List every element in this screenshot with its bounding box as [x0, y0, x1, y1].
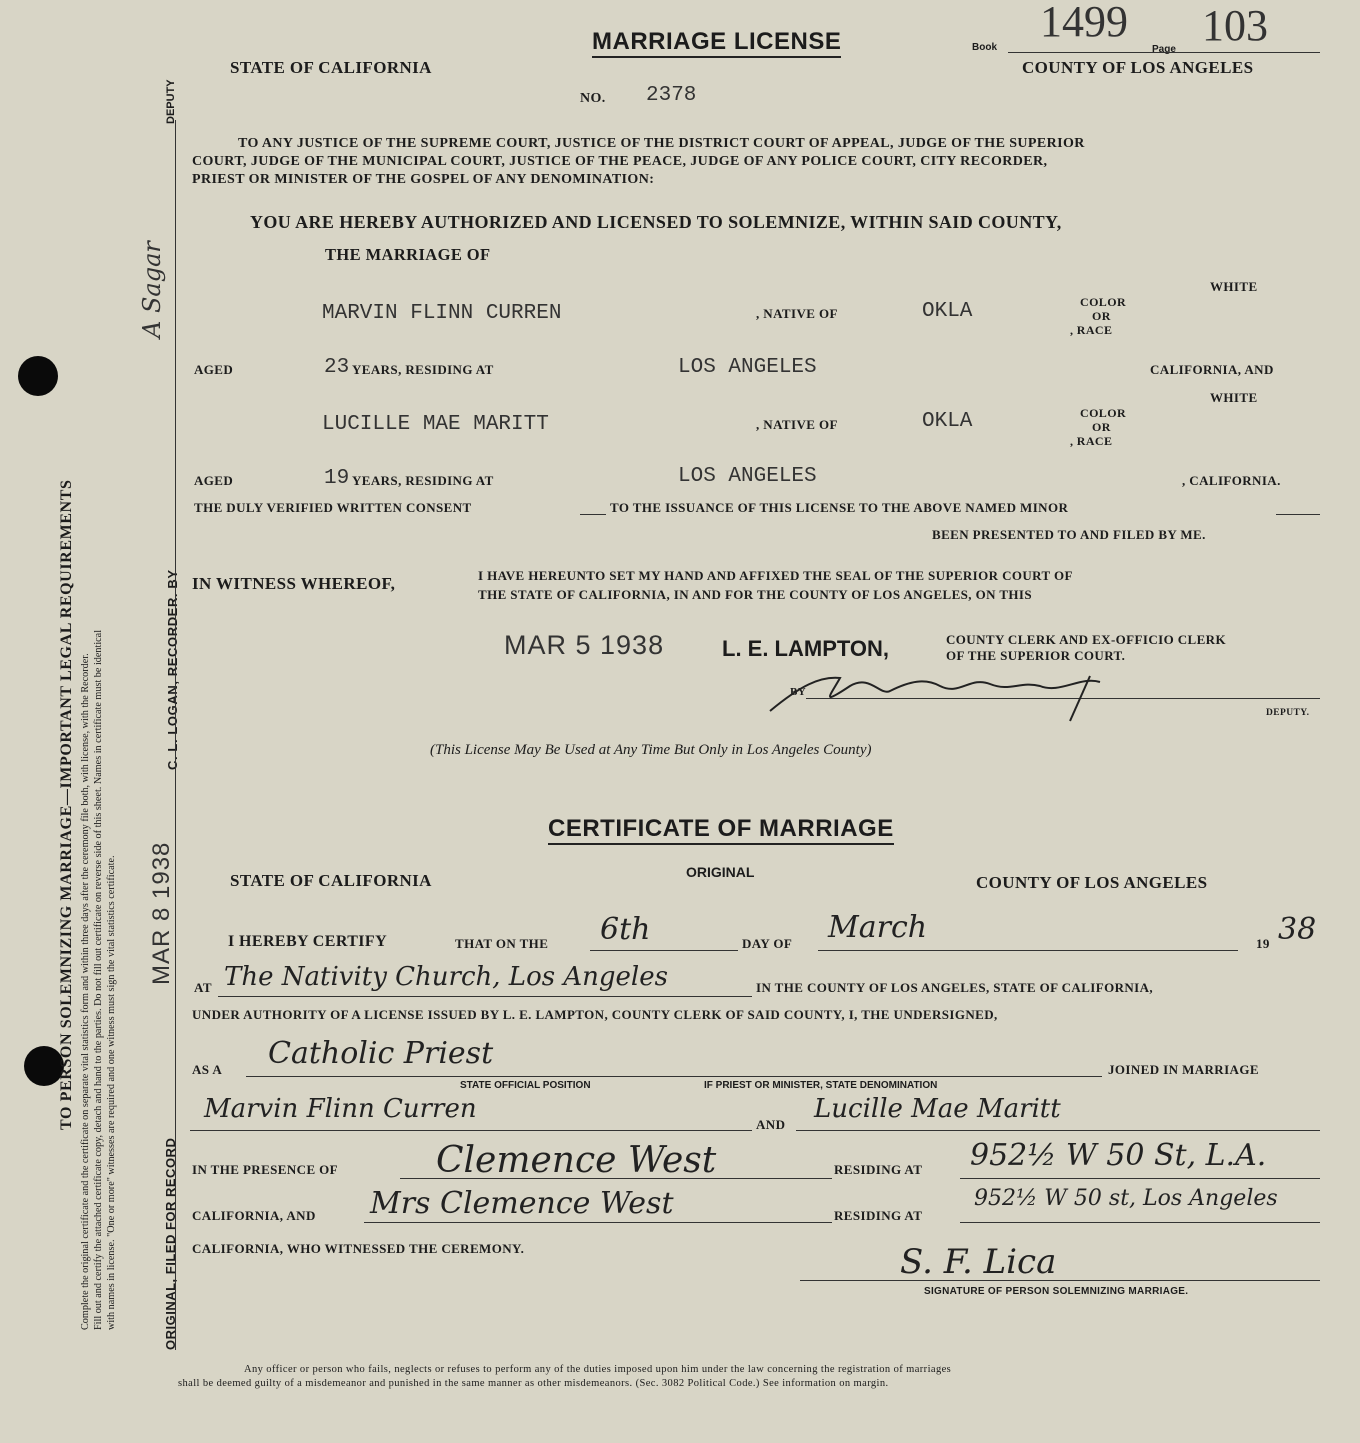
book-number: 1499	[1040, 0, 1128, 46]
place-value: The Nativity Church, Los Angeles	[224, 962, 668, 992]
by-label: BY	[790, 686, 807, 698]
margin-instruction-2: Fill out and certify the attached certificate copy, detach and hand to the parties. Do not fill out certificate on reverse side of this sheet. Names in certificate must be identical	[93, 629, 104, 1330]
groom-aged-label: AGED	[194, 362, 234, 377]
authorized-text: YOU ARE HEREBY AUTHORIZED AND LICENSED TO SOLEMNIZE, WITHIN SAID COUNTY,	[250, 212, 1062, 232]
groom-race: WHITE	[1210, 279, 1258, 294]
address-line-1: TO ANY JUSTICE OF THE SUPREME COURT, JUSTICE OF THE DISTRICT COURT OF APPEAL, JUDGE OF THE SUPERIOR	[238, 136, 1085, 151]
county-label: COUNTY OF LOS ANGELES	[1022, 58, 1254, 77]
bride-native-of: OKLA	[922, 410, 973, 433]
bride-residing-label: YEARS, RESIDING AT	[352, 473, 494, 488]
witness2-name: Mrs Clemence West	[370, 1186, 674, 1221]
witness1-residing-label: RESIDING AT	[834, 1162, 923, 1177]
clerk-title-2: OF THE SUPERIOR COURT.	[946, 648, 1126, 663]
certificate-original: ORIGINAL	[686, 864, 755, 880]
state-label: STATE OF CALIFORNIA	[230, 58, 432, 77]
certificate-county: COUNTY OF LOS ANGELES	[976, 873, 1208, 892]
bride-signature-line	[796, 1130, 1320, 1131]
month-value: March	[828, 910, 928, 945]
bride-residence: LOS ANGELES	[678, 465, 817, 488]
margin-deputy-signature: A Sagar	[138, 241, 166, 338]
county-text: IN THE COUNTY OF LOS ANGELES, STATE OF CALIFORNIA,	[756, 980, 1154, 995]
margin-filed-date: MAR 8 1938	[148, 841, 175, 985]
groom-name: MARVIN FLINN CURREN	[322, 302, 562, 325]
year-prefix: 19	[1256, 936, 1270, 951]
margin-requirements-title: TO PERSON SOLEMNIZING MARRIAGE—IMPORTANT LEGAL REQUIREMENTS	[58, 479, 75, 1130]
license-number: 2378	[646, 84, 697, 107]
as-a-label: AS A	[192, 1062, 223, 1077]
witness2-address-line	[960, 1222, 1320, 1223]
page-label: Page	[1152, 44, 1176, 55]
and-label: AND	[756, 1117, 786, 1132]
bride-age: 19	[324, 467, 350, 490]
certificate-title: CERTIFICATE OF MARRIAGE	[548, 815, 894, 845]
day-line	[590, 950, 738, 951]
license-no-label: NO.	[580, 91, 606, 106]
margin-deputy-label: DEPUTY	[165, 79, 177, 124]
margin-rule	[175, 120, 176, 1350]
consent-line-2	[1276, 514, 1320, 515]
certificate-california-and: CALIFORNIA, AND	[192, 1208, 316, 1223]
that-on-the: THAT ON THE	[455, 936, 549, 951]
clerk-title-1: COUNTY CLERK AND EX-OFFICIO CLERK	[946, 632, 1226, 647]
position-caption: STATE OFFICIAL POSITION	[460, 1080, 591, 1091]
footer-line-1: Any officer or person who fails, neglects or refuses to perform any of the duties imposed upon him under the law concerning the registration of marriages	[244, 1364, 952, 1375]
witness1-address: 952½ W 50 St, L.A.	[970, 1138, 1267, 1173]
groom-or-label: OR	[1092, 309, 1111, 323]
joined-label: JOINED IN MARRIAGE	[1108, 1062, 1259, 1077]
margin-filed-label: ORIGINAL, FILED FOR RECORD	[163, 1137, 178, 1350]
bride-or-label: OR	[1092, 420, 1111, 434]
punch-hole-top	[18, 356, 58, 396]
deputy-signature-scribble	[760, 656, 1120, 726]
witness1-address-line	[960, 1178, 1320, 1179]
signature-caption: SIGNATURE OF PERSON SOLEMNIZING MARRIAGE.	[924, 1286, 1189, 1297]
address-line-3: PRIEST OR MINISTER OF THE GOSPEL OF ANY DENOMINATION:	[192, 172, 655, 187]
officiant-signature: S. F. Lica	[900, 1242, 1057, 1282]
consent-text-2: TO THE ISSUANCE OF THIS LICENSE TO THE ABOVE NAMED MINOR	[610, 500, 1069, 515]
license-title: MARRIAGE LICENSE	[592, 28, 841, 58]
validity-note: (This License May Be Used at Any Time But Only in Los Angeles County)	[430, 742, 872, 758]
groom-native-of: OKLA	[922, 300, 973, 323]
position-value: Catholic Priest	[268, 1036, 494, 1071]
groom-residence: LOS ANGELES	[678, 356, 817, 379]
clerk-name: L. E. LAMPTON,	[722, 636, 890, 661]
bride-color-label: COLOR	[1080, 406, 1127, 420]
witnessed-text: CALIFORNIA, WHO WITNESSED THE CEREMONY.	[192, 1241, 525, 1256]
page-number: 103	[1202, 1, 1268, 50]
presence-label: IN THE PRESENCE OF	[192, 1162, 339, 1177]
bride-signature: Lucille Mae Maritt	[814, 1094, 1061, 1124]
groom-residing-label: YEARS, RESIDING AT	[352, 362, 494, 377]
groom-california-and: CALIFORNIA, AND	[1150, 362, 1274, 377]
margin-instruction-1: Complete the original certificate and the certificate on separate vital statistics form and within three days after the ceremony file both, with license, with the Recorder.	[80, 653, 91, 1330]
bride-aged-label: AGED	[194, 473, 234, 488]
certificate-state: STATE OF CALIFORNIA	[230, 871, 432, 890]
day-of-label: DAY OF	[742, 936, 793, 951]
deputy-label: DEPUTY.	[1266, 708, 1310, 718]
bride-california: , CALIFORNIA.	[1182, 473, 1281, 488]
denomination-caption: IF PRIEST OR MINISTER, STATE DENOMINATION	[704, 1080, 938, 1091]
marriage-of-label: THE MARRIAGE OF	[325, 245, 491, 264]
certify-label: I HEREBY CERTIFY	[228, 933, 388, 950]
footer-line-2: shall be deemed guilty of a misdemeanor and punished in the same manner as other misdemeanors. (Sec. 3082 Political Code.) See information on margin.	[178, 1378, 889, 1389]
witness2-line	[364, 1222, 832, 1223]
consent-text: THE DULY VERIFIED WRITTEN CONSENT	[194, 500, 472, 515]
groom-signature: Marvin Flinn Curren	[204, 1094, 477, 1124]
groom-native-label: , NATIVE OF	[756, 306, 838, 321]
witness2-residing-label: RESIDING AT	[834, 1208, 923, 1223]
margin-recorder: C. L. LOGAN, RECORDER. BY	[165, 569, 180, 770]
witness-text-1: I HAVE HEREUNTO SET MY HAND AND AFFIXED THE SEAL OF THE SUPERIOR COURT OF	[478, 568, 1073, 583]
bride-race-label: , RACE	[1070, 434, 1113, 448]
issue-date: MAR 5 1938	[504, 630, 665, 660]
day-value: 6th	[600, 912, 651, 947]
place-line	[218, 996, 752, 997]
authority-text: UNDER AUTHORITY OF A LICENSE ISSUED BY L. E. LAMPTON, COUNTY CLERK OF SAID COUNTY, I, THE UNDERSIGNED,	[192, 1007, 998, 1022]
witness-whereof: IN WITNESS WHEREOF,	[192, 574, 396, 593]
position-line	[246, 1076, 1102, 1077]
officiant-signature-line	[800, 1280, 1320, 1281]
book-label: Book	[972, 42, 997, 53]
groom-race-label: , RACE	[1070, 323, 1113, 337]
at-label: AT	[194, 980, 212, 995]
bride-race: WHITE	[1210, 390, 1258, 405]
witness1-name: Clemence West	[436, 1140, 717, 1181]
book-line	[1008, 52, 1320, 53]
groom-age: 23	[324, 356, 350, 379]
witness1-line	[400, 1178, 832, 1179]
consent-line	[580, 514, 606, 515]
groom-color-label: COLOR	[1080, 295, 1127, 309]
groom-signature-line	[190, 1130, 752, 1131]
month-line	[818, 950, 1238, 951]
presented-text: BEEN PRESENTED TO AND FILED BY ME.	[932, 527, 1206, 542]
witness2-address: 952½ W 50 st, Los Angeles	[974, 1186, 1278, 1211]
address-line-2: COURT, JUDGE OF THE MUNICIPAL COURT, JUSTICE OF THE PEACE, JUDGE OF ANY POLICE COURT, CITY RECORDER,	[192, 154, 1048, 169]
witness-text-2: THE STATE OF CALIFORNIA, IN AND FOR THE COUNTY OF LOS ANGELES, ON THIS	[478, 587, 1032, 602]
bride-name: LUCILLE MAE MARITT	[322, 413, 549, 436]
margin-instruction-3: with names in license. "One or more" witnesses are required and one witness must sign the vital statistics certificate.	[106, 855, 117, 1330]
year-value: 38	[1278, 912, 1317, 947]
bride-native-label: , NATIVE OF	[756, 417, 838, 432]
